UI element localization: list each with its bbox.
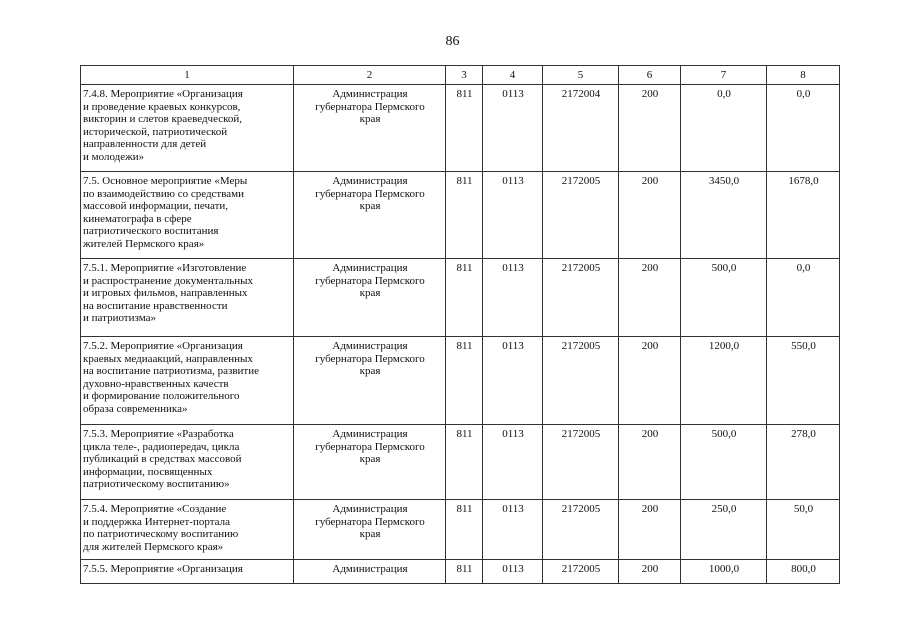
table-header-row [81, 66, 840, 85]
organization-cell: Администрация губернатора Пермского края [294, 337, 446, 425]
col4-cell: 0113 [483, 560, 543, 584]
page-number: 86 [445, 34, 460, 49]
measure-name-cell: 7.5.4. Мероприятие «Создание и поддержка Интернет-портала по патриотическому воспитанию для жителей Пермского края» [81, 500, 294, 560]
col3-cell: 811 [446, 425, 483, 500]
col5-cell: 2172005 [543, 337, 619, 425]
header-cell: 5 [543, 66, 619, 85]
col5-cell: 2172004 [543, 85, 619, 172]
organization-cell: Администрация губернатора Пермского края [294, 85, 446, 172]
amount-col8-cell: 550,0 [767, 337, 840, 425]
header-cell: 3 [446, 66, 483, 85]
measure-name-cell: 7.5.5. Мероприятие «Организация [81, 560, 294, 584]
measure-name-cell: 7.5.1. Мероприятие «Изготовление и распространение документальных и игровых фильмов, направленных на воспитание нравственности и патриотизма» [81, 259, 294, 337]
budget-table [80, 65, 840, 584]
table-row [81, 425, 840, 500]
amount-col7-cell: 3450,0 [681, 172, 767, 259]
amount-col8-cell: 0,0 [767, 85, 840, 172]
col3-cell: 811 [446, 85, 483, 172]
amount-col8-cell: 50,0 [767, 500, 840, 560]
measure-name-cell: 7.5.2. Мероприятие «Организация краевых медиаакций, направленных на воспитание патриотизма, развитие духовно-нравственных качеств и формирование положительного образа современника» [81, 337, 294, 425]
header-cell: 4 [483, 66, 543, 85]
amount-col8-cell: 278,0 [767, 425, 840, 500]
table-row [81, 85, 840, 172]
amount-col7-cell: 0,0 [681, 85, 767, 172]
col4-cell: 0113 [483, 500, 543, 560]
organization-cell: Администрация губернатора Пермского края [294, 425, 446, 500]
col6-cell: 200 [619, 337, 681, 425]
measure-name-cell: 7.4.8. Мероприятие «Организация и проведение краевых конкурсов, викторин и слетов краеведческой, исторической, патриотической направленности для детей и молодежи» [81, 85, 294, 172]
amount-col8-cell: 1678,0 [767, 172, 840, 259]
col6-cell: 200 [619, 500, 681, 560]
col6-cell: 200 [619, 85, 681, 172]
header-cell: 7 [681, 66, 767, 85]
organization-cell: Администрация губернатора Пермского края [294, 259, 446, 337]
amount-col7-cell: 1200,0 [681, 337, 767, 425]
amount-col7-cell: 500,0 [681, 425, 767, 500]
amount-col7-cell: 500,0 [681, 259, 767, 337]
table-row [81, 259, 840, 337]
col5-cell: 2172005 [543, 560, 619, 584]
col4-cell: 0113 [483, 172, 543, 259]
table-row [81, 560, 840, 584]
col3-cell: 811 [446, 500, 483, 560]
table-row [81, 337, 840, 425]
measure-name-cell: 7.5. Основное мероприятие «Меры по взаимодействию со средствами массовой информации, печати, кинематографа в сфере патриотического воспитания жителей Пермского края» [81, 172, 294, 259]
col5-cell: 2172005 [543, 172, 619, 259]
col3-cell: 811 [446, 337, 483, 425]
organization-cell: Администрация губернатора Пермского края [294, 172, 446, 259]
col5-cell: 2172005 [543, 500, 619, 560]
measure-name-cell: 7.5.3. Мероприятие «Разработка цикла теле-, радиопередач, цикла публикаций в средствах массовой информации, посвященных патриотическому воспитанию» [81, 425, 294, 500]
organization-cell: Администрация губернатора Пермского края [294, 500, 446, 560]
header-cell: 8 [767, 66, 840, 85]
header-cell: 1 [81, 66, 294, 85]
col6-cell: 200 [619, 259, 681, 337]
amount-col7-cell: 250,0 [681, 500, 767, 560]
col4-cell: 0113 [483, 85, 543, 172]
col5-cell: 2172005 [543, 259, 619, 337]
amount-col8-cell: 800,0 [767, 560, 840, 584]
organization-cell: Администрация [294, 560, 446, 584]
table-row [81, 172, 840, 259]
col6-cell: 200 [619, 425, 681, 500]
col4-cell: 0113 [483, 425, 543, 500]
col6-cell: 200 [619, 172, 681, 259]
col5-cell: 2172005 [543, 425, 619, 500]
amount-col8-cell: 0,0 [767, 259, 840, 337]
col3-cell: 811 [446, 259, 483, 337]
col4-cell: 0113 [483, 259, 543, 337]
amount-col7-cell: 1000,0 [681, 560, 767, 584]
header-cell: 6 [619, 66, 681, 85]
header-cell: 2 [294, 66, 446, 85]
col6-cell: 200 [619, 560, 681, 584]
col4-cell: 0113 [483, 337, 543, 425]
table-row [81, 500, 840, 560]
col3-cell: 811 [446, 560, 483, 584]
col3-cell: 811 [446, 172, 483, 259]
